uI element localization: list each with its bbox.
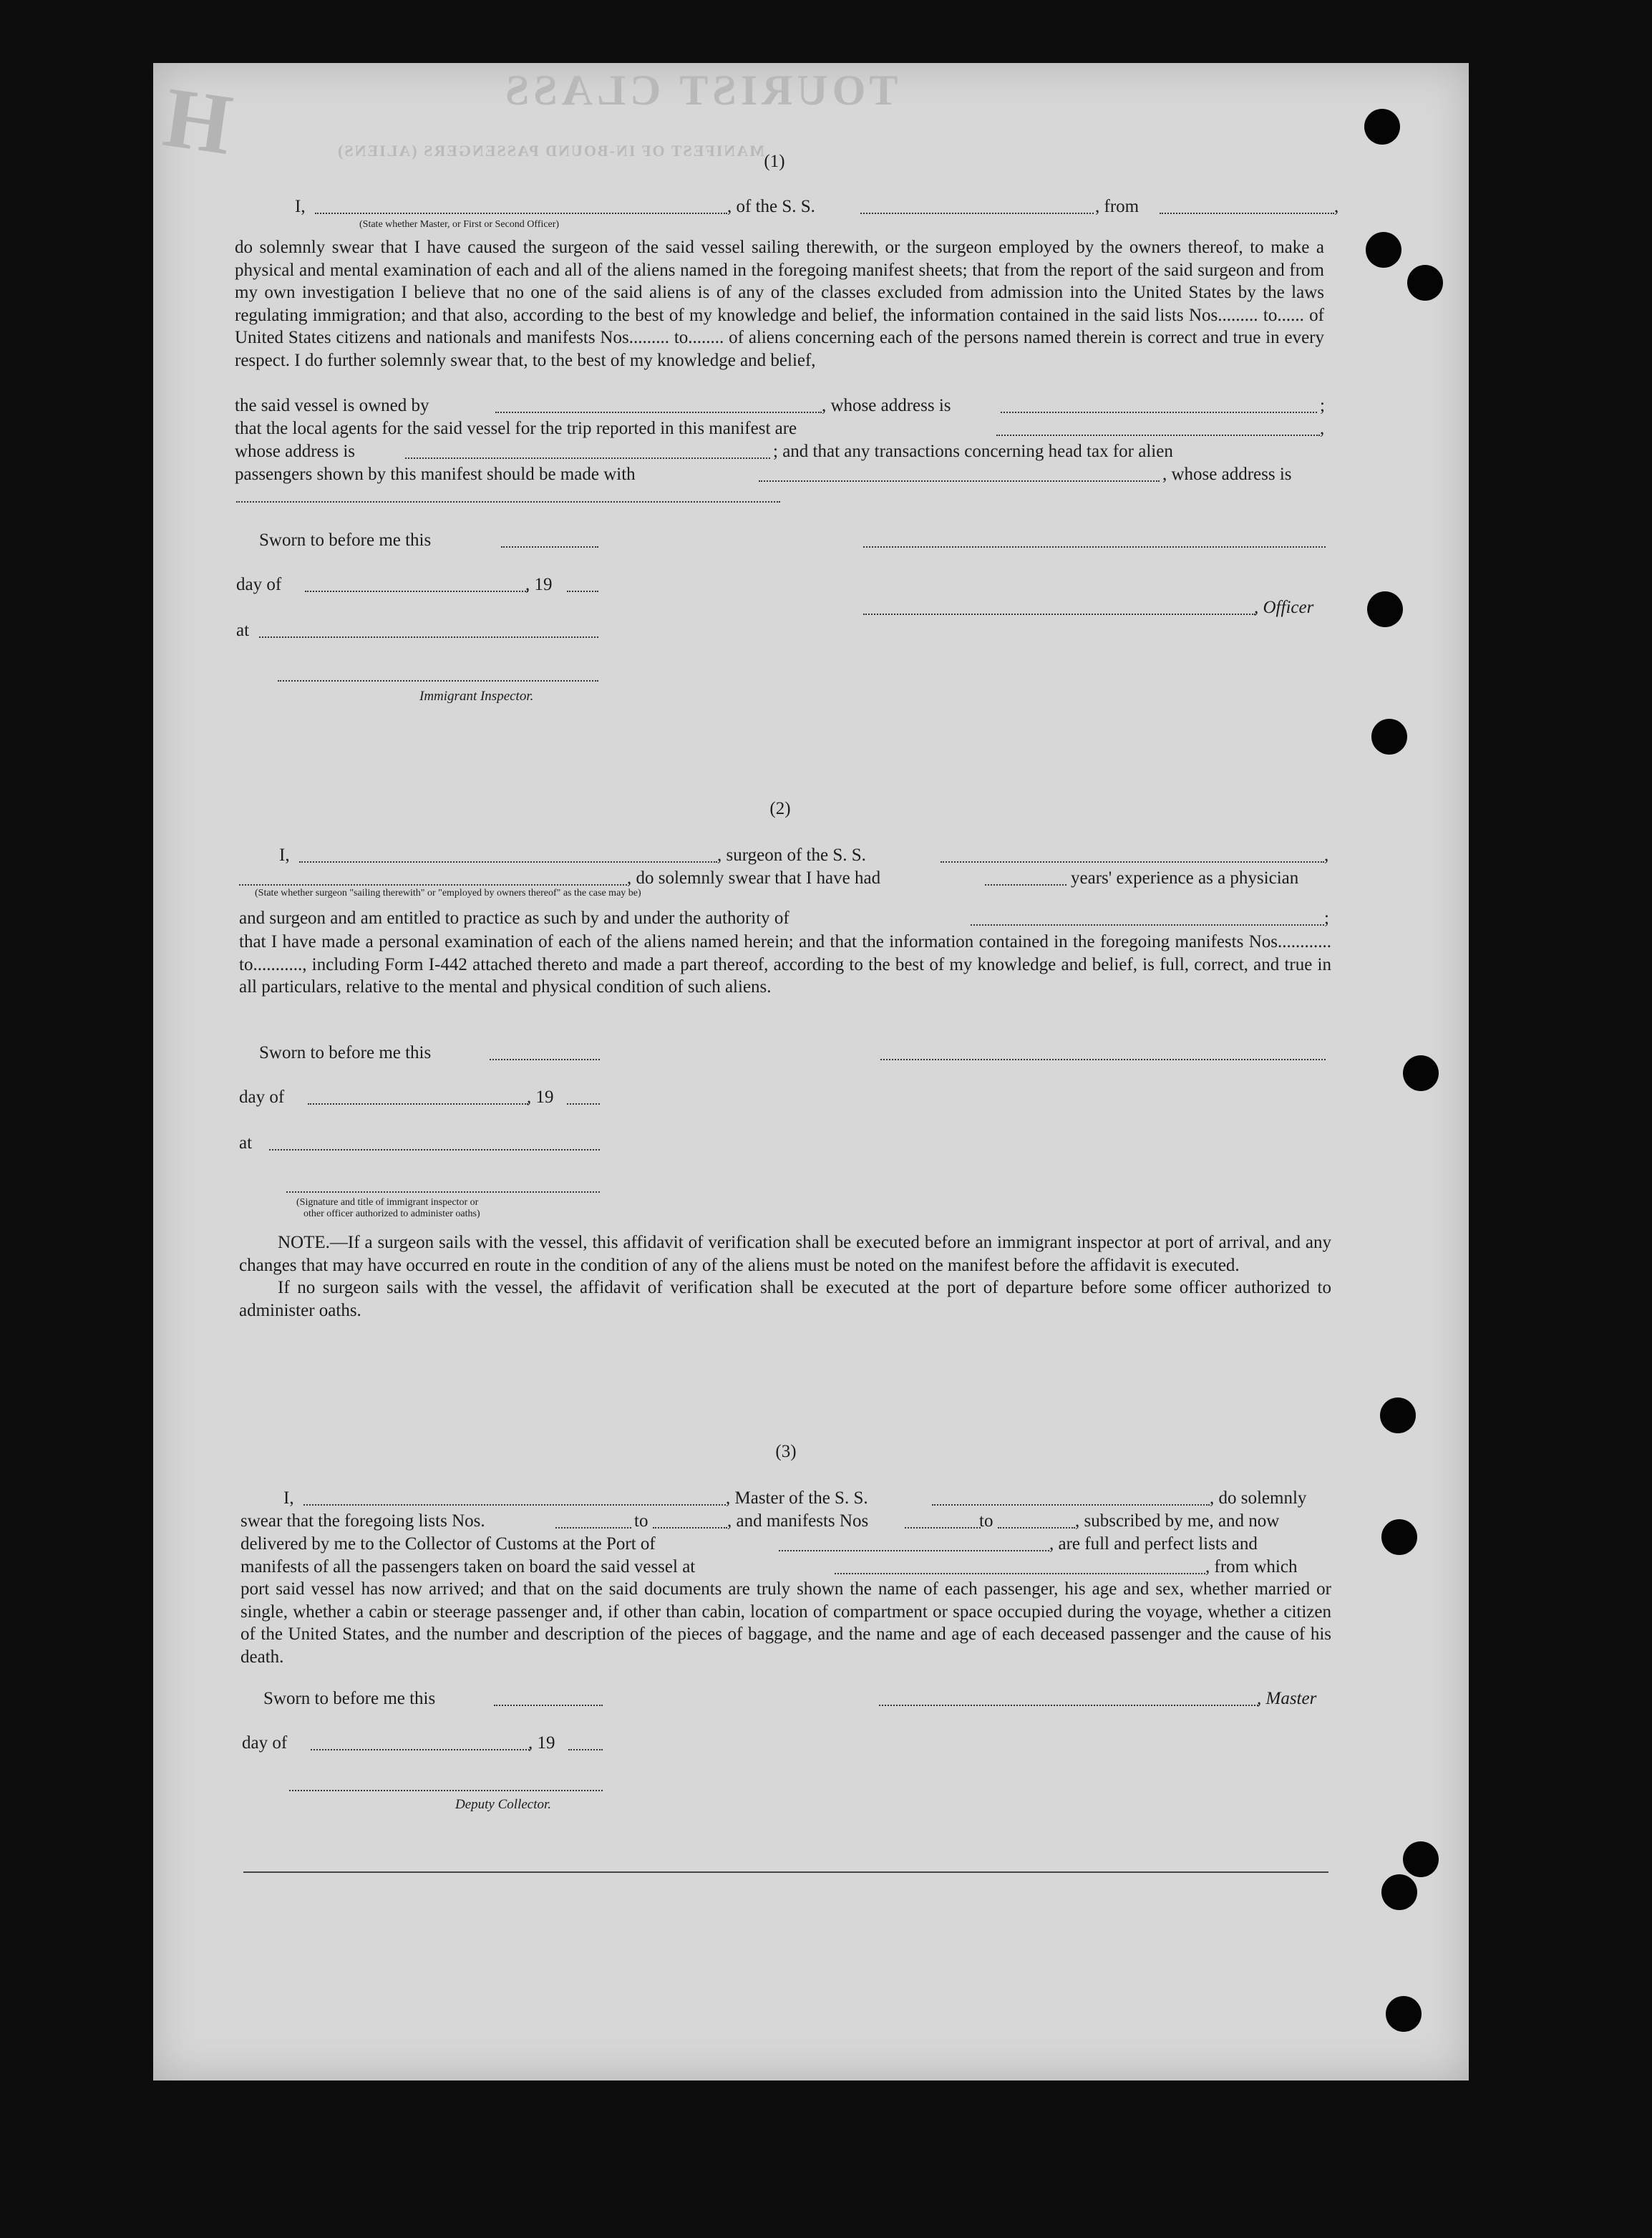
s3-body	[240, 1578, 1331, 1668]
s3-master-signature-blank[interactable]	[879, 1705, 1258, 1706]
s1-at-blank[interactable]	[259, 636, 598, 638]
s2-at: at	[239, 1133, 253, 1153]
s2-years-blank[interactable]	[985, 884, 1066, 886]
s2-inspector-signature-blank[interactable]	[286, 1191, 600, 1193]
s1-line1-i: I,	[295, 197, 306, 216]
s1-nineteen: , 19	[525, 575, 553, 594]
s3-manifests-of: manifests of all the passengers taken on board the said vessel at	[240, 1557, 696, 1576]
s1-local-agents: that the local agents for the said vessel for the trip reported in this manifest are	[235, 419, 797, 438]
s1-officer-signature-blank[interactable]	[863, 614, 1255, 615]
s2-vessel-blank[interactable]	[941, 861, 1324, 863]
s1-head-tax-address-blank[interactable]	[236, 501, 780, 503]
s1-from-blank[interactable]	[1160, 213, 1334, 214]
s2-note-1: NOTE.—If a surgeon sails with the vessel, this affidavit of verification shall be executed before an immigrant inspector at port of arrival, and any changes that may have occurred en route in the condition of any of the aliens must be noted on the manifest before the affidavit is executed.	[239, 1233, 1331, 1275]
s3-and-manifests: , and manifests Nos	[727, 1511, 869, 1531]
s2-year-blank[interactable]	[567, 1103, 600, 1105]
s2-sworn: Sworn to before me this	[259, 1043, 432, 1062]
s2-nineteen: , 19	[527, 1087, 554, 1107]
s3-deputy-label: Deputy Collector.	[455, 1797, 552, 1812]
s2-swear: , do solemnly swear that I have had	[627, 868, 881, 888]
s2-day-blank[interactable]	[308, 1103, 528, 1105]
s2-authority: and surgeon and am entitled to practice as such by and under the authority of	[239, 909, 789, 928]
s2-surgeon-signature-blank[interactable]	[880, 1059, 1326, 1060]
bleed-through-header: TOURIST CLASS	[501, 67, 898, 114]
s1-semicolon: ;	[1320, 396, 1325, 415]
s1-body	[235, 236, 1324, 372]
s2-note	[239, 1231, 1331, 1322]
punch-hole	[1403, 1841, 1439, 1877]
punch-hole	[1367, 591, 1403, 627]
punch-hole	[1381, 1874, 1417, 1910]
s2-day-of: day of	[239, 1087, 285, 1107]
s1-inspector-signature-blank[interactable]	[278, 680, 598, 682]
punch-hole	[1386, 1996, 1422, 2032]
s3-master-blank[interactable]	[303, 1504, 726, 1506]
punch-hole	[1371, 719, 1407, 755]
section-1-number: (1)	[764, 152, 785, 171]
s3-port-blank[interactable]	[779, 1550, 1049, 1551]
s1-head-tax: ; and that any transactions concerning head tax for alien	[773, 442, 1173, 461]
s3-swear-lists: swear that the foregoing lists Nos.	[240, 1511, 485, 1531]
s2-sig-caption-1: (Signature and title of immigrant inspector or	[296, 1197, 479, 1208]
punch-hole	[1366, 232, 1401, 268]
s1-agents-address-blank[interactable]	[405, 457, 770, 459]
s3-delivered: delivered by me to the Collector of Customs at the Port of	[240, 1534, 656, 1554]
s1-at: at	[236, 621, 250, 640]
s3-line1-i: I,	[283, 1488, 294, 1508]
s3-do-solemnly: , do solemnly	[1210, 1488, 1307, 1508]
s2-sig-caption-2: other officer authorized to administer oaths)	[303, 1208, 480, 1219]
s2-comma: ,	[1324, 846, 1329, 865]
s3-manifests-to-blank[interactable]	[998, 1527, 1075, 1529]
punch-hole	[1407, 265, 1443, 301]
s2-surgeon-type-blank[interactable]	[239, 884, 627, 886]
s3-nineteen: , 19	[528, 1733, 555, 1753]
s2-body	[239, 931, 1331, 999]
punch-hole	[1403, 1055, 1439, 1091]
s3-day-blank[interactable]	[311, 1749, 530, 1750]
s2-note-2: If no surgeon sails with the vessel, the affidavit of verification shall be executed at the port of departure before some officer authorized to administer oaths.	[239, 1278, 1331, 1320]
s2-surgeon-of: , surgeon of the S. S.	[717, 846, 866, 865]
punch-hole	[1381, 1519, 1417, 1555]
s3-to-2: to	[979, 1511, 993, 1531]
punch-hole	[1380, 1397, 1416, 1433]
s3-sworn-blank[interactable]	[494, 1705, 603, 1706]
s1-owner-blank[interactable]	[495, 412, 822, 413]
s3-master-label: , Master	[1257, 1689, 1317, 1708]
s1-officer-label: , Officer	[1254, 598, 1314, 617]
s1-whose-address: , whose address is	[822, 396, 951, 415]
s2-authority-blank[interactable]	[971, 924, 1324, 926]
s1-owner-address-blank[interactable]	[1001, 412, 1317, 413]
s1-sworn: Sworn to before me this	[259, 531, 432, 550]
s3-master-of: , Master of the S. S.	[726, 1488, 868, 1508]
s3-collector-signature-blank[interactable]	[289, 1790, 603, 1791]
s1-whose-address-is: whose address is	[235, 442, 356, 461]
s2-years: years' experience as a physician	[1071, 868, 1299, 888]
s3-year-blank[interactable]	[568, 1749, 603, 1750]
s3-lists-from-blank[interactable]	[555, 1527, 631, 1529]
s1-day-of: day of	[236, 575, 282, 594]
bottom-rule	[243, 1871, 1328, 1873]
s2-semicolon: ;	[1324, 909, 1329, 928]
s2-sworn-blank[interactable]	[490, 1059, 600, 1060]
s1-sworn-blank[interactable]	[501, 546, 598, 548]
s1-agents-blank[interactable]	[996, 435, 1320, 436]
s1-officer-sig-top-blank[interactable]	[863, 546, 1326, 548]
s2-body-text: that I have made a personal examination of each of the aliens named herein; and that the information contained in the foregoing manifests Nos............ to..........., including Form I-442 attached thereto and made a part thereof, according to the best of my knowledge and belief, is full, correct, and true in all particulars, relative to the mental and physical condition of such aliens.	[239, 932, 1331, 997]
s3-full-perfect: , are full and perfect lists and	[1049, 1534, 1258, 1554]
s1-day-blank[interactable]	[305, 591, 528, 592]
s1-comma-2: ,	[1320, 419, 1325, 438]
s1-body-text: do solemnly swear that I have caused the surgeon of the said vessel sailing therewith, or the surgeon employed by the owners thereof, to make a physical and mental examination of each and all of the aliens named in the foregoing manifest sheets; that from the report of the said surgeon and from my own investigation I believe that no one of the said aliens is of any of the classes excluded from admission into the United States by the laws regulating immigration; and that also, according to the best of my knowledge and belief, the information contained in the said lists Nos......... to...... of United States citizens and nationals and manifests Nos......... to........ of aliens concerning each of the persons named therein is correct and true in every respect. I do further solemnly swear that, to the best of my knowledge and belief,	[235, 238, 1324, 370]
handwritten-mark: H	[158, 69, 238, 173]
s1-officer-caption: (State whether Master, or First or Second Officer)	[359, 219, 560, 230]
s1-line1-of-ss: , of the S. S.	[727, 197, 815, 216]
s3-from-which: , from which	[1205, 1557, 1298, 1576]
punch-hole	[1364, 109, 1400, 145]
s3-manifests-from-blank[interactable]	[905, 1527, 981, 1529]
s1-passengers: passengers shown by this manifest should be made with	[235, 465, 636, 484]
s1-inspector-label: Immigrant Inspector.	[419, 689, 534, 704]
s2-surgeon-caption: (State whether surgeon "sailing therewith" or "employed by owners thereof" as the case may be)	[255, 888, 641, 898]
s1-whose-address-end: , whose address is	[1162, 465, 1292, 484]
s1-comma: ,	[1334, 197, 1339, 216]
s3-vessel-blank[interactable]	[932, 1504, 1210, 1506]
s2-at-blank[interactable]	[269, 1149, 600, 1151]
bleed-through-subheader: MANIFEST OF IN-BOUND PASSENGERS (ALIENS)	[336, 142, 764, 160]
s1-vessel-blank[interactable]	[860, 213, 1094, 214]
s1-head-tax-blank[interactable]	[759, 480, 1160, 482]
s2-surgeon-blank[interactable]	[299, 861, 717, 863]
s3-embark-blank[interactable]	[835, 1573, 1205, 1574]
s3-subscribed: , subscribed by me, and now	[1075, 1511, 1280, 1531]
s1-year-blank[interactable]	[567, 591, 598, 592]
s1-officer-blank[interactable]	[315, 213, 727, 214]
s3-day-of: day of	[242, 1733, 288, 1753]
section-3-number: (3)	[775, 1442, 797, 1461]
s1-owned-by: the said vessel is owned by	[235, 396, 429, 415]
s3-sworn: Sworn to before me this	[263, 1689, 436, 1708]
section-2-number: (2)	[769, 799, 791, 818]
s2-line1-i: I,	[279, 846, 290, 865]
s3-body-text: port said vessel has now arrived; and that on the said documents are truly shown the name of each passenger, his age and sex, whether married or single, whether a cabin or steerage passenger and, if other than cabin, location of compartment or space occupied during the voyage, whether a citizen of the United States, and the number and description of the pieces of baggage, and the name and age of each deceased passenger and the cause of his death.	[240, 1579, 1331, 1667]
s3-lists-to-blank[interactable]	[653, 1527, 727, 1529]
s3-to-1: to	[634, 1511, 648, 1531]
s1-line1-from: , from	[1095, 197, 1140, 216]
